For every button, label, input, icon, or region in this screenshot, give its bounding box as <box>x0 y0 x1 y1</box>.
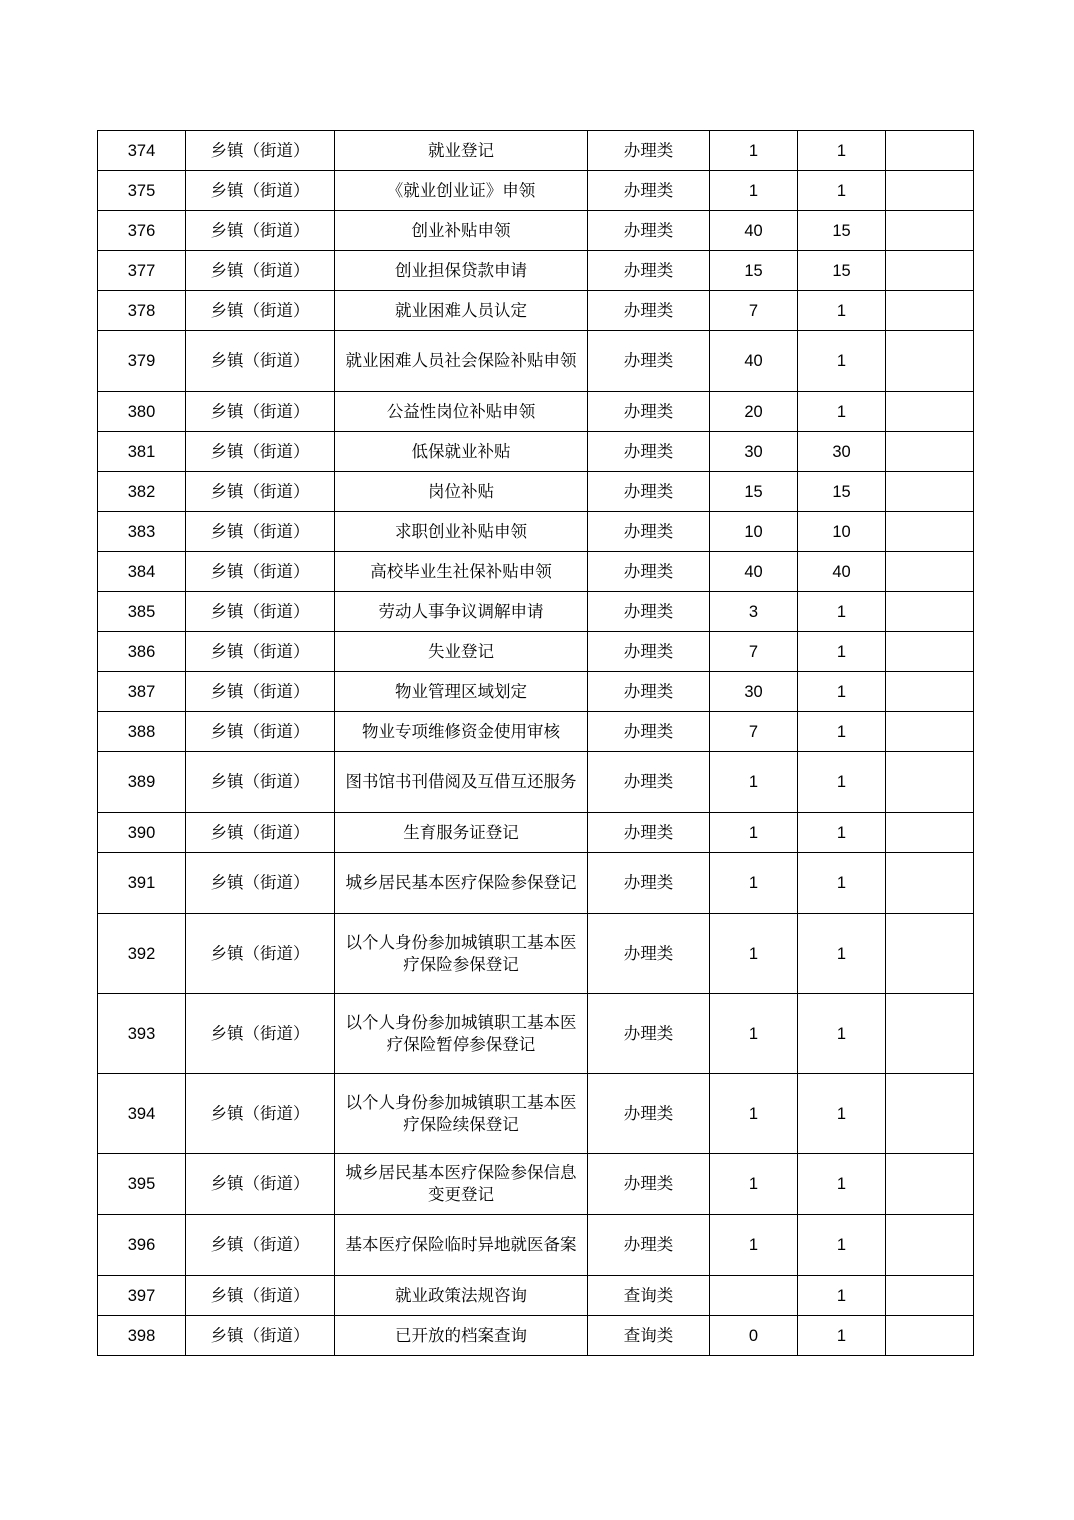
table-row <box>98 512 974 552</box>
row-item-type: 办理类 <box>588 552 710 592</box>
row-item-type: 办理类 <box>588 1154 710 1215</box>
row-area: 乡镇（街道） <box>186 392 335 432</box>
table-body <box>98 131 974 1356</box>
row-note <box>886 331 974 392</box>
row-area: 乡镇（街道） <box>186 552 335 592</box>
row-note <box>886 211 974 251</box>
row-item-name: 岗位补贴 <box>335 472 588 512</box>
row-value-2: 1 <box>798 1316 886 1356</box>
row-item-name: 公益性岗位补贴申领 <box>335 392 588 432</box>
table-row <box>98 853 974 914</box>
row-value-2: 40 <box>798 552 886 592</box>
row-value-1: 1 <box>710 994 798 1074</box>
row-item-type: 办理类 <box>588 752 710 813</box>
table-row <box>98 1074 974 1154</box>
row-number: 398 <box>98 1316 186 1356</box>
row-item-name: 物业管理区域划定 <box>335 672 588 712</box>
table-row <box>98 171 974 211</box>
row-item-type: 办理类 <box>588 1074 710 1154</box>
row-area: 乡镇（街道） <box>186 1316 335 1356</box>
table-row <box>98 914 974 994</box>
row-value-1: 10 <box>710 512 798 552</box>
table-row <box>98 632 974 672</box>
table-row <box>98 251 974 291</box>
table-row <box>98 672 974 712</box>
row-number: 391 <box>98 853 186 914</box>
row-note <box>886 392 974 432</box>
row-item-type: 办理类 <box>588 632 710 672</box>
row-item-name: 就业困难人员社会保险补贴申领 <box>335 331 588 392</box>
row-number: 386 <box>98 632 186 672</box>
row-number: 392 <box>98 914 186 994</box>
row-note <box>886 512 974 552</box>
row-value-1: 1 <box>710 1154 798 1215</box>
row-item-name: 就业登记 <box>335 131 588 171</box>
row-item-name: 就业政策法规咨询 <box>335 1276 588 1316</box>
table-row <box>98 392 974 432</box>
row-number: 374 <box>98 131 186 171</box>
row-note <box>886 1316 974 1356</box>
row-number: 381 <box>98 432 186 472</box>
row-item-type: 办理类 <box>588 813 710 853</box>
row-item-type: 办理类 <box>588 291 710 331</box>
table-row <box>98 592 974 632</box>
row-note <box>886 712 974 752</box>
row-number: 389 <box>98 752 186 813</box>
row-area: 乡镇（街道） <box>186 251 335 291</box>
row-item-name: 基本医疗保险临时异地就医备案 <box>335 1215 588 1276</box>
row-value-2: 15 <box>798 472 886 512</box>
row-value-1: 0 <box>710 1316 798 1356</box>
row-item-name: 《就业创业证》申领 <box>335 171 588 211</box>
row-note <box>886 752 974 813</box>
table-row <box>98 432 974 472</box>
row-item-type: 办理类 <box>588 853 710 914</box>
row-value-1: 1 <box>710 813 798 853</box>
row-item-type: 办理类 <box>588 712 710 752</box>
row-area: 乡镇（街道） <box>186 131 335 171</box>
row-item-name: 劳动人事争议调解申请 <box>335 592 588 632</box>
row-item-type: 办理类 <box>588 472 710 512</box>
row-item-name: 城乡居民基本医疗保险参保登记 <box>335 853 588 914</box>
row-number: 382 <box>98 472 186 512</box>
row-note <box>886 994 974 1074</box>
row-number: 390 <box>98 813 186 853</box>
row-number: 383 <box>98 512 186 552</box>
row-value-2: 1 <box>798 853 886 914</box>
row-item-type: 办理类 <box>588 171 710 211</box>
table-row <box>98 331 974 392</box>
row-note <box>886 592 974 632</box>
row-item-type: 办理类 <box>588 512 710 552</box>
row-item-name: 已开放的档案查询 <box>335 1316 588 1356</box>
row-number: 376 <box>98 211 186 251</box>
row-area: 乡镇（街道） <box>186 331 335 392</box>
row-area: 乡镇（街道） <box>186 592 335 632</box>
row-number: 385 <box>98 592 186 632</box>
row-value-1: 1 <box>710 1074 798 1154</box>
row-value-2: 1 <box>798 1215 886 1276</box>
row-number: 384 <box>98 552 186 592</box>
row-value-2: 15 <box>798 211 886 251</box>
row-item-type: 查询类 <box>588 1316 710 1356</box>
row-area: 乡镇（街道） <box>186 914 335 994</box>
row-note <box>886 432 974 472</box>
row-value-2: 1 <box>798 331 886 392</box>
row-area: 乡镇（街道） <box>186 1074 335 1154</box>
row-value-2: 1 <box>798 813 886 853</box>
row-item-type: 办理类 <box>588 592 710 632</box>
row-value-2: 1 <box>798 1276 886 1316</box>
row-area: 乡镇（街道） <box>186 994 335 1074</box>
row-value-1: 7 <box>710 291 798 331</box>
row-number: 378 <box>98 291 186 331</box>
row-area: 乡镇（街道） <box>186 512 335 552</box>
row-note <box>886 131 974 171</box>
row-note <box>886 291 974 331</box>
row-area: 乡镇（街道） <box>186 632 335 672</box>
table-row <box>98 1276 974 1316</box>
row-item-name: 城乡居民基本医疗保险参保信息变更登记 <box>335 1154 588 1215</box>
row-item-type: 办理类 <box>588 331 710 392</box>
row-number: 396 <box>98 1215 186 1276</box>
row-area: 乡镇（街道） <box>186 712 335 752</box>
row-area: 乡镇（街道） <box>186 291 335 331</box>
row-number: 375 <box>98 171 186 211</box>
table-row <box>98 552 974 592</box>
row-value-2: 1 <box>798 291 886 331</box>
row-value-2: 1 <box>798 672 886 712</box>
row-area: 乡镇（街道） <box>186 1154 335 1215</box>
row-note <box>886 472 974 512</box>
row-value-2: 1 <box>798 632 886 672</box>
row-value-1: 15 <box>710 251 798 291</box>
service-items-table <box>97 130 974 1356</box>
row-note <box>886 171 974 211</box>
row-item-name: 高校毕业生社保补贴申领 <box>335 552 588 592</box>
row-item-type: 办理类 <box>588 914 710 994</box>
row-value-2: 1 <box>798 392 886 432</box>
row-value-1: 1 <box>710 131 798 171</box>
row-value-2: 10 <box>798 512 886 552</box>
row-item-name: 生育服务证登记 <box>335 813 588 853</box>
row-item-name: 低保就业补贴 <box>335 432 588 472</box>
row-note <box>886 251 974 291</box>
table-row <box>98 994 974 1074</box>
table-row <box>98 1154 974 1215</box>
table-row <box>98 211 974 251</box>
row-number: 387 <box>98 672 186 712</box>
row-value-2: 1 <box>798 592 886 632</box>
row-value-1: 1 <box>710 171 798 211</box>
row-note <box>886 813 974 853</box>
row-number: 394 <box>98 1074 186 1154</box>
table-row <box>98 131 974 171</box>
row-item-name: 以个人身份参加城镇职工基本医疗保险参保登记 <box>335 914 588 994</box>
row-note <box>886 914 974 994</box>
row-note <box>886 1154 974 1215</box>
row-area: 乡镇（街道） <box>186 853 335 914</box>
row-item-type: 办理类 <box>588 1215 710 1276</box>
row-value-2: 1 <box>798 914 886 994</box>
row-value-1: 40 <box>710 552 798 592</box>
row-area: 乡镇（街道） <box>186 672 335 712</box>
row-area: 乡镇（街道） <box>186 1215 335 1276</box>
row-value-1: 30 <box>710 432 798 472</box>
row-value-1: 30 <box>710 672 798 712</box>
row-item-type: 办理类 <box>588 392 710 432</box>
row-note <box>886 1074 974 1154</box>
row-item-name: 失业登记 <box>335 632 588 672</box>
row-value-2: 1 <box>798 994 886 1074</box>
row-value-1: 1 <box>710 914 798 994</box>
row-item-name: 创业担保贷款申请 <box>335 251 588 291</box>
row-area: 乡镇（街道） <box>186 472 335 512</box>
row-number: 393 <box>98 994 186 1074</box>
row-area: 乡镇（街道） <box>186 211 335 251</box>
row-value-1: 7 <box>710 632 798 672</box>
row-area: 乡镇（街道） <box>186 1276 335 1316</box>
table-row <box>98 1215 974 1276</box>
row-note <box>886 672 974 712</box>
row-note <box>886 632 974 672</box>
row-number: 397 <box>98 1276 186 1316</box>
row-number: 379 <box>98 331 186 392</box>
row-item-name: 图书馆书刊借阅及互借互还服务 <box>335 752 588 813</box>
row-item-type: 办理类 <box>588 211 710 251</box>
row-value-1: 7 <box>710 712 798 752</box>
row-item-type: 办理类 <box>588 672 710 712</box>
table-row <box>98 752 974 813</box>
row-area: 乡镇（街道） <box>186 813 335 853</box>
row-item-name: 物业专项维修资金使用审核 <box>335 712 588 752</box>
row-item-name: 以个人身份参加城镇职工基本医疗保险续保登记 <box>335 1074 588 1154</box>
row-item-type: 办理类 <box>588 994 710 1074</box>
row-value-1: 1 <box>710 853 798 914</box>
table-row <box>98 813 974 853</box>
row-value-1: 20 <box>710 392 798 432</box>
row-value-1: 40 <box>710 331 798 392</box>
row-value-2: 1 <box>798 1074 886 1154</box>
row-item-type: 办理类 <box>588 131 710 171</box>
row-value-2: 1 <box>798 1154 886 1215</box>
table-row <box>98 472 974 512</box>
row-number: 395 <box>98 1154 186 1215</box>
row-value-1 <box>710 1276 798 1316</box>
row-value-2: 1 <box>798 712 886 752</box>
row-value-2: 1 <box>798 752 886 813</box>
table-row <box>98 291 974 331</box>
row-value-1: 40 <box>710 211 798 251</box>
row-item-name: 创业补贴申领 <box>335 211 588 251</box>
row-value-1: 1 <box>710 1215 798 1276</box>
row-note <box>886 1215 974 1276</box>
row-value-1: 3 <box>710 592 798 632</box>
row-area: 乡镇（街道） <box>186 432 335 472</box>
row-value-2: 1 <box>798 171 886 211</box>
table-row <box>98 1316 974 1356</box>
table-row <box>98 712 974 752</box>
row-item-name: 求职创业补贴申领 <box>335 512 588 552</box>
row-value-1: 1 <box>710 752 798 813</box>
row-value-2: 30 <box>798 432 886 472</box>
row-value-1: 15 <box>710 472 798 512</box>
row-number: 388 <box>98 712 186 752</box>
row-number: 377 <box>98 251 186 291</box>
row-area: 乡镇（街道） <box>186 171 335 211</box>
row-item-name: 以个人身份参加城镇职工基本医疗保险暂停参保登记 <box>335 994 588 1074</box>
row-area: 乡镇（街道） <box>186 752 335 813</box>
row-number: 380 <box>98 392 186 432</box>
row-item-type: 查询类 <box>588 1276 710 1316</box>
row-item-name: 就业困难人员认定 <box>335 291 588 331</box>
row-item-type: 办理类 <box>588 432 710 472</box>
row-item-type: 办理类 <box>588 251 710 291</box>
row-value-2: 1 <box>798 131 886 171</box>
row-value-2: 15 <box>798 251 886 291</box>
row-note <box>886 853 974 914</box>
row-note <box>886 1276 974 1316</box>
row-note <box>886 552 974 592</box>
